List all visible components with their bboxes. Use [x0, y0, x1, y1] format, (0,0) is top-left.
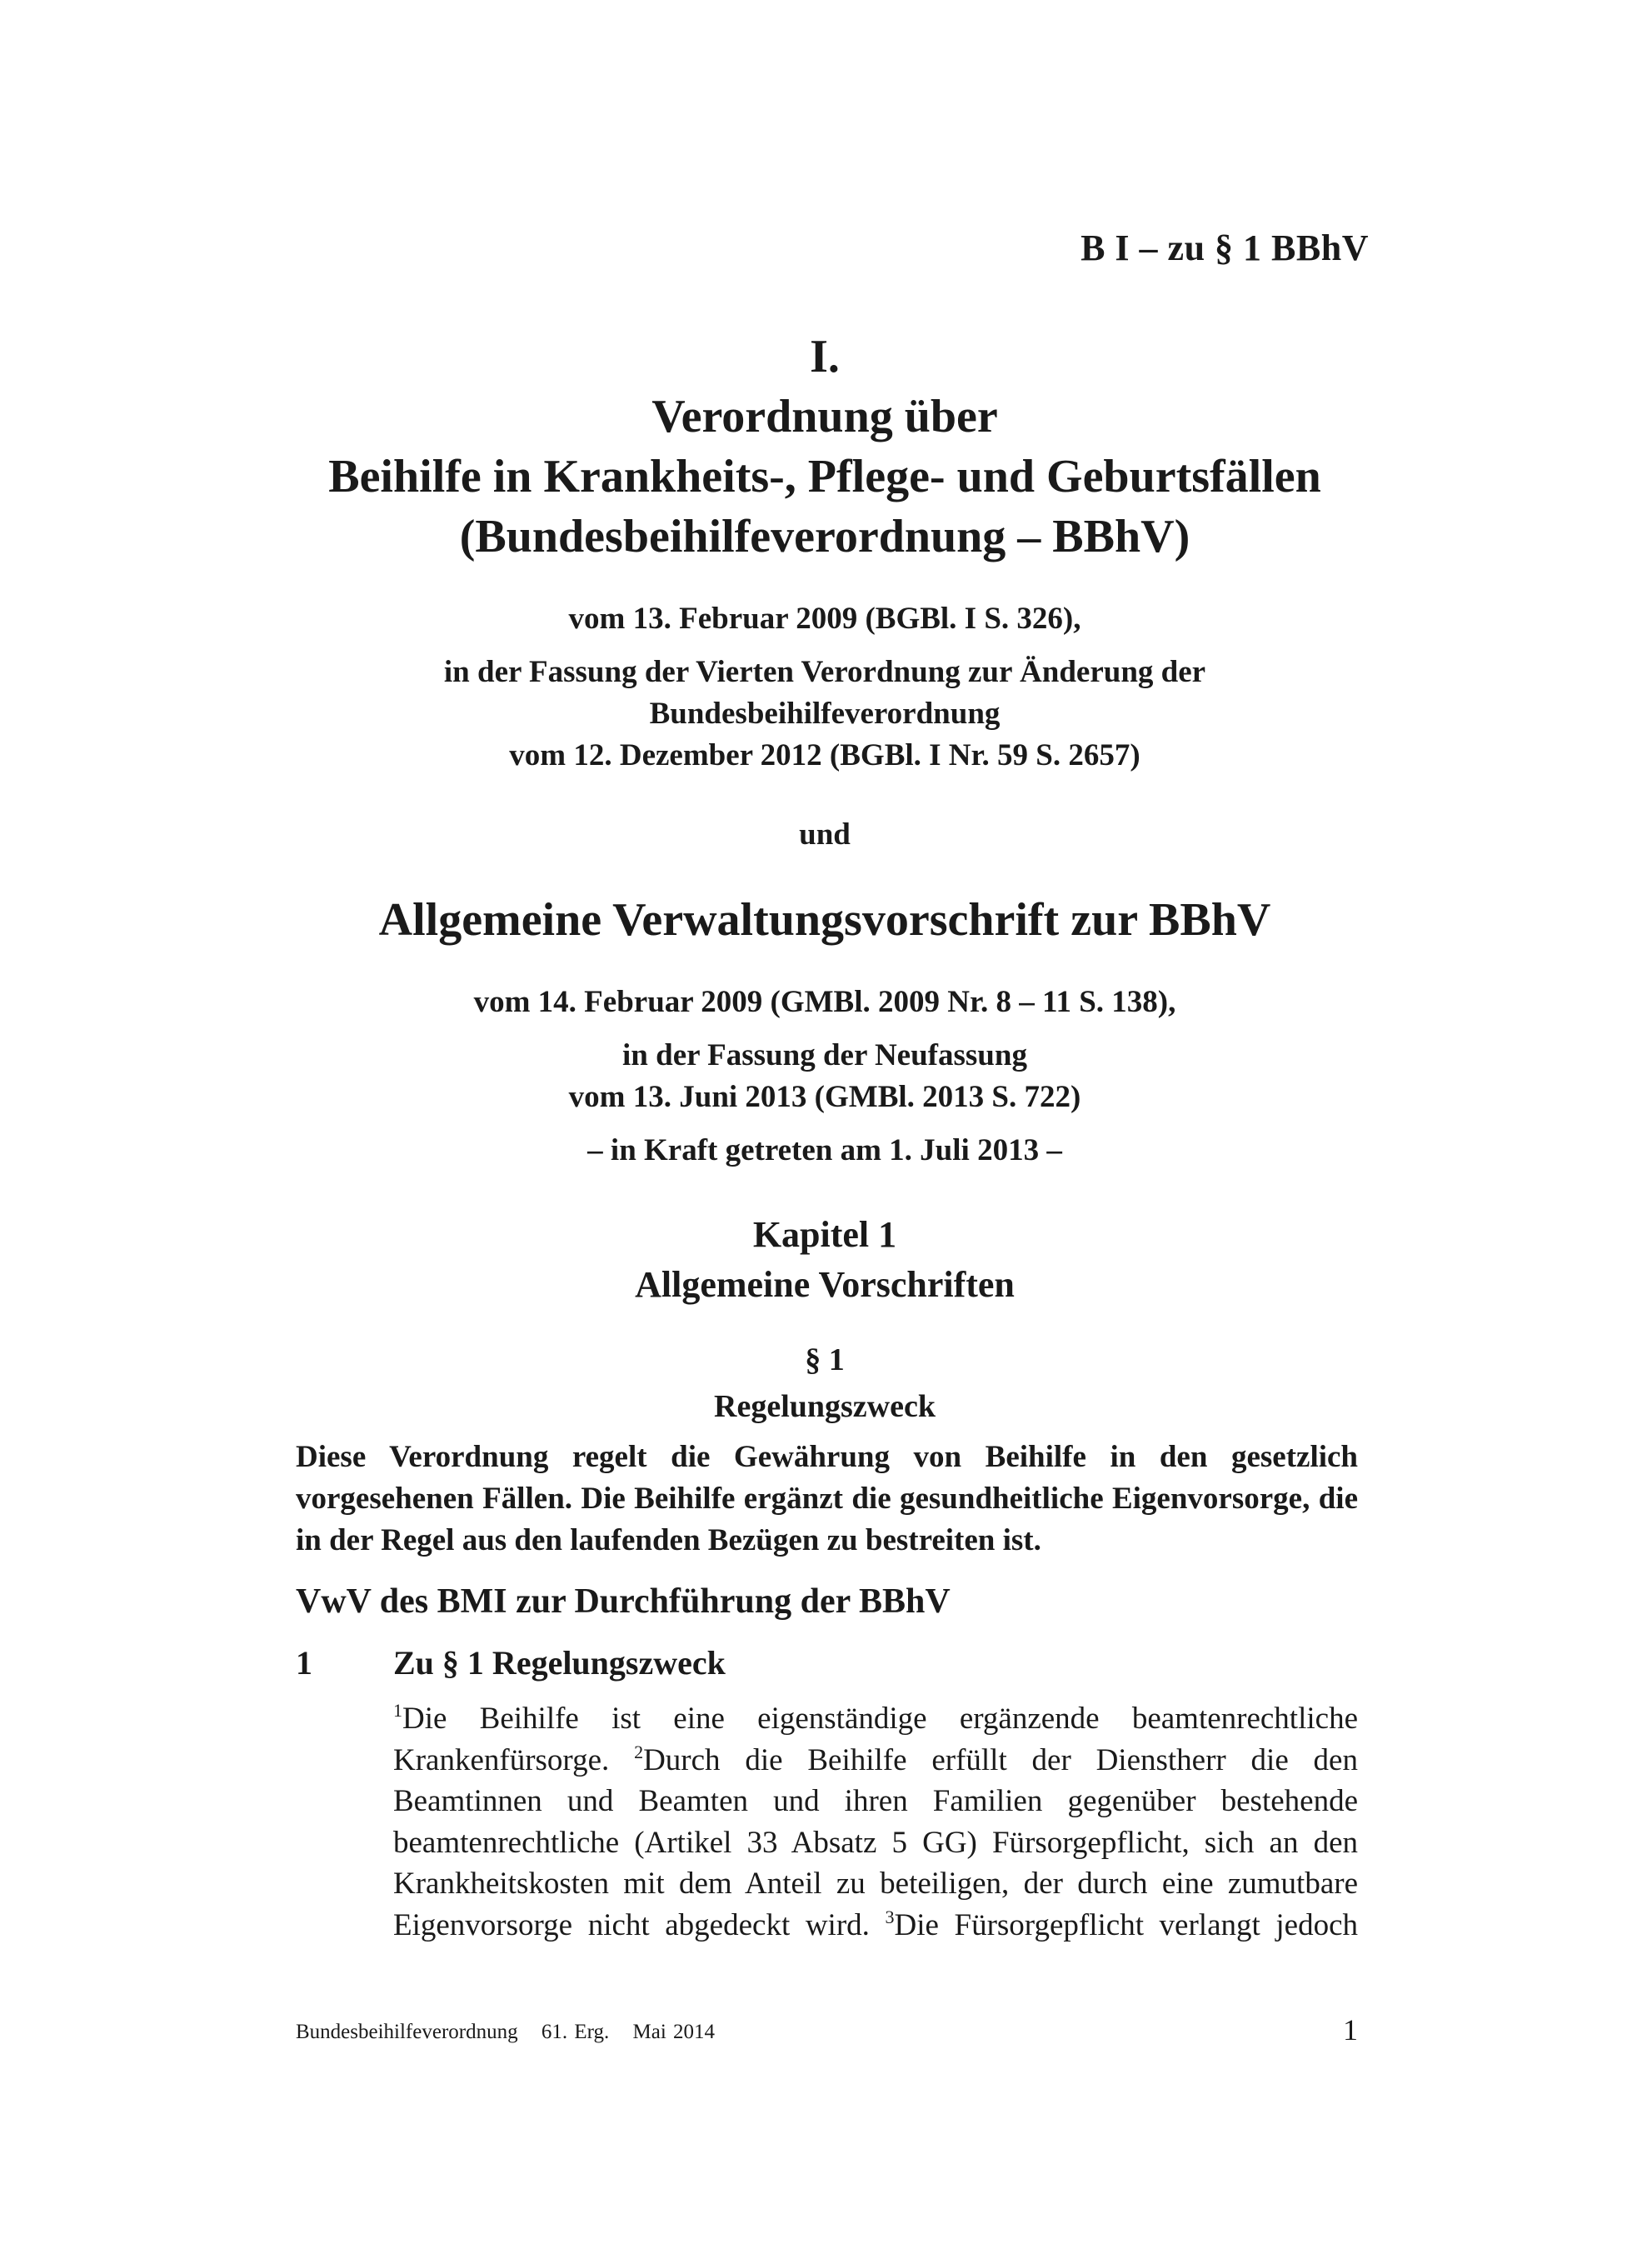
section-label: § 1: [805, 1342, 845, 1377]
chapter-title: Allgemeine Vorschriften: [635, 1264, 1015, 1305]
footer-date: Mai 2014: [632, 2021, 716, 2043]
page-footer: [296, 2021, 731, 2044]
running-head: B I – zu § 1 BBhV: [1081, 227, 1369, 268]
vwv-publication-line-4: – in Kraft getreten am 1. Juli 2013 –: [587, 1133, 1062, 1167]
footer-edition: 61. Erg.: [541, 2021, 610, 2043]
publication-line-2: in der Fassung der Vierten Verordnung zur Änderung der: [443, 655, 1206, 689]
publication-line-4: vom 12. Dezember 2012 (BGBl. I Nr. 59 S. 2657): [509, 738, 1140, 772]
sentence-number: 3: [885, 1906, 895, 1927]
sentence-number: 2: [634, 1741, 644, 1762]
vwv-publication-line-1: vom 14. Februar 2009 (GMBl. 2009 Nr. 8 – 11 S. 138),: [473, 985, 1176, 1019]
title-numeral: I.: [810, 331, 840, 382]
regulation-title: [283, 327, 1366, 567]
publication-line-1: vom 13. Februar 2009 (BGBl. I S. 326),: [568, 602, 1081, 636]
vwv-heading: VwV des BMI zur Durchführung der BBhV: [296, 1582, 951, 1621]
vwv-item-text: [393, 1698, 1358, 1946]
connector-text: und: [799, 817, 851, 852]
vwv-publication-line-2: in der Fassung der Neufassung: [622, 1038, 1027, 1072]
vwv-item-number: 1: [296, 1644, 312, 1682]
title-line-2: Beihilfe in Krankheits-, Pflege- und Geburtsfällen: [328, 451, 1321, 502]
title-line-1: Verordnung über: [651, 391, 998, 442]
sentence-text: Die Beihilfe ist eine eigenständige ergänzende beamtenrechtliche Krankenfürsorge.: [393, 1702, 1358, 1777]
vwv-item-heading: Zu § 1 Regelungszweck: [393, 1644, 726, 1682]
vwv-title: Allgemeine Verwaltungsvorschrift zur BBhV: [378, 894, 1271, 946]
publication-line-3: Bundesbeihilfeverordnung: [649, 697, 1001, 731]
chapter-label: Kapitel 1: [752, 1214, 897, 1255]
section-text: Diese Verordnung regelt die Gewährung von Beihilfe in den gesetzlich vorgesehenen Fällen. Die Beihilfe ergänzt die gesundheitliche Eigenvorsorge, die in der Regel aus den laufenden Bezügen zu bestreiten ist.: [296, 1440, 1358, 1557]
section-heading: [283, 1337, 1366, 1430]
chapter-heading: [283, 1210, 1366, 1310]
footer-title: Bundesbeihilfeverordnung: [296, 2021, 518, 2043]
section-title: Regelungszweck: [714, 1389, 936, 1424]
sentence-number: 1: [393, 1700, 402, 1721]
sentence-text: Die Fürsorgepflicht verlangt jedoch: [894, 1907, 1359, 1942]
sentence-text: Durch die Beihilfe erfüllt der Dienstherr die den Beamtinnen und Beamten und ihren Familien gegenüber bestehende beamtenrechtliche (Artikel 33 Absatz 5 GG) Fürsorgepflicht, sich an den Krankheitskosten mit dem Anteil zu beteiligen, der durch eine zumutbare Eigenvorsorge nicht abgedeckt wird.: [393, 1742, 1358, 1942]
title-line-3: (Bundesbeihilfeverordnung – BBhV): [459, 511, 1190, 562]
vwv-publication-info: [283, 982, 1366, 1172]
publication-info: [283, 598, 1366, 777]
page-number: 1: [1343, 2013, 1358, 2047]
vwv-publication-line-3: vom 13. Juni 2013 (GMBl. 2013 S. 722): [568, 1080, 1081, 1114]
